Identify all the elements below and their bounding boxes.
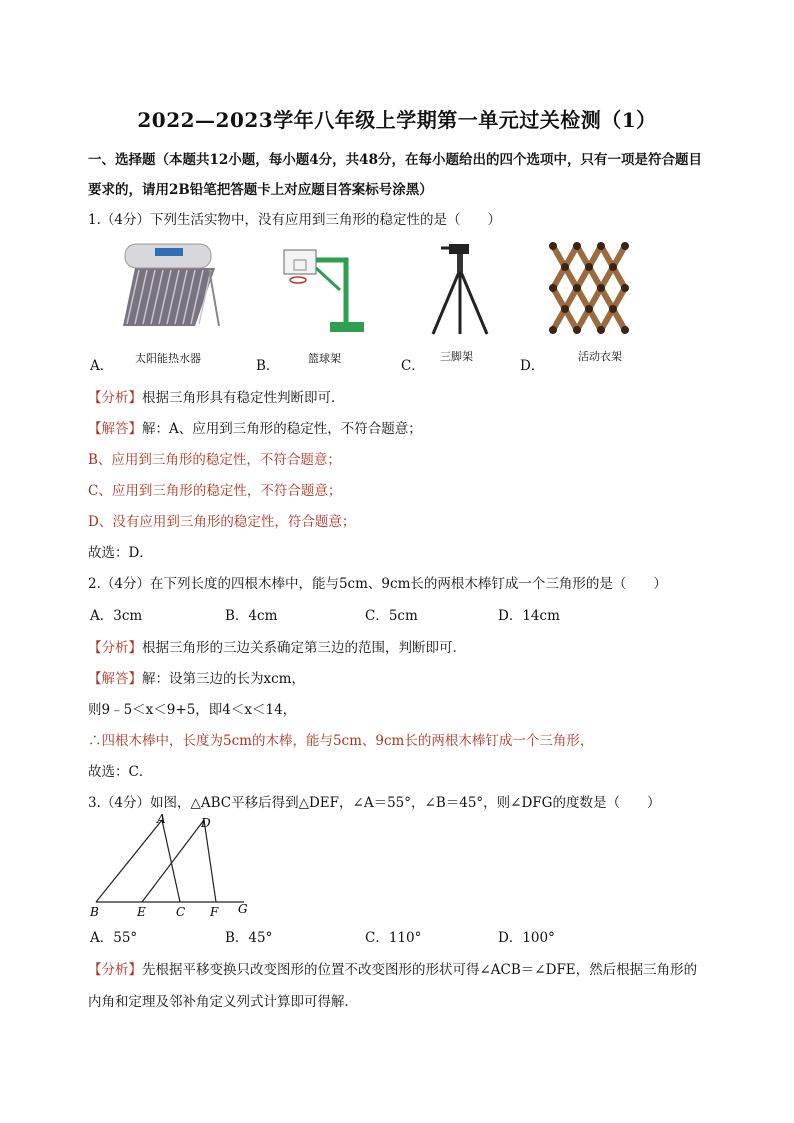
q1-choice: 故选：D． [88,545,153,561]
label-g: G [238,902,248,916]
q1-answer-line2: B、应用到三角形的稳定性，不符合题意； [88,452,341,468]
q2-answer-line3: ∴四根木棒中，长度为5cm的木棒，能与5cm、9cm长的两根木棒钉成一个三角形， [88,733,594,749]
label-f: F [210,905,219,919]
question-1-stem: 1.（4分）下列生活实物中，没有应用到三角形的稳定性的是（ ） [88,212,501,228]
q1-option-b-letter: B． [256,358,280,374]
q1-answer-line3: C、应用到三角形的稳定性，不符合题意； [88,483,342,499]
q1-analysis: 【分析】根据三角形具有稳定性判断即可． [88,390,345,406]
q3-analysis-line2: 内角和定理及邻补角定义列式计算即可得解． [88,994,358,1010]
q1-answer-line1: 【解答】解：A、应用到三角形的稳定性，不符合题意； [88,421,422,437]
q1-option-d-letter: D． [520,358,545,374]
tripod-icon [425,242,495,338]
q2-option-c: C．5cm [365,608,418,624]
section-header-line2: 要求的，请用2B铅笔把答题卡上对应题目答案标号涂黑） [88,182,433,198]
folding-coat-rack-icon [545,238,645,338]
segment-de [142,820,204,902]
q3-option-b: B．45° [225,930,273,946]
q2-option-d: D．14cm [498,608,560,624]
solar-water-heater-icon [115,238,225,330]
q3-option-a: A．55° [90,930,138,946]
q2-option-a: A．3cm [90,608,143,624]
question-3-stem: 3.（4分）如图，△ABC平移后得到△DEF，∠A＝55°，∠B＝45°，则∠DFG的度数是（ ） [88,795,661,811]
segment-ac [162,820,180,902]
q3-analysis-line1: 【分析】先根据平移变换只改变图形的位置不改变图形的形状可得∠ACB＝∠DFE，然后根据三角形的 [88,962,698,978]
q1-option-b-caption: 篮球架 [308,352,341,365]
q3-translation-figure [86,812,256,920]
q1-option-a-caption: 太阳能热水器 [135,352,201,365]
q1-option-a-letter: A． [90,358,114,374]
section-header-line1: 一、选择题（本题共12小题，每小题4分，共48分，在每小题给出的四个选项中，只有一项是符合题目 [88,152,702,168]
q2-option-b: B．4cm [225,608,278,624]
q1-option-c-caption: 三脚架 [440,350,473,363]
page-title: 2022—2023学年八年级上学期第一单元过关检测（1） [137,108,657,132]
q1-option-c-letter: C． [401,358,425,374]
q2-answer-line1: 【解答】解：设第三边的长为xcm， [88,671,305,687]
segment-ab [96,820,162,902]
q3-option-c: C．110° [365,930,422,946]
basketball-stand-icon [280,240,370,335]
label-a: A [157,812,166,826]
q1-answer-line4: D、没有应用到三角形的稳定性，符合题意； [88,514,356,530]
q3-option-d: D．100° [498,930,555,946]
q2-choice: 故选：C． [88,764,153,780]
label-b: B [90,905,99,919]
label-e: E [137,905,146,919]
label-d: D [201,816,211,830]
q2-analysis: 【分析】根据三角形的三边关系确定第三边的范围，判断即可． [88,640,466,656]
question-2-stem: 2.（4分）在下列长度的四根木棒中，能与5cm、9cm长的两根木棒钉成一个三角形的是（ ） [88,576,667,592]
label-c: C [176,905,186,919]
q1-option-d-caption: 活动衣架 [578,350,622,363]
q2-answer-line2: 则9﹣5＜x＜9+5，即4＜x＜14， [88,702,297,718]
segment-df [204,820,216,902]
